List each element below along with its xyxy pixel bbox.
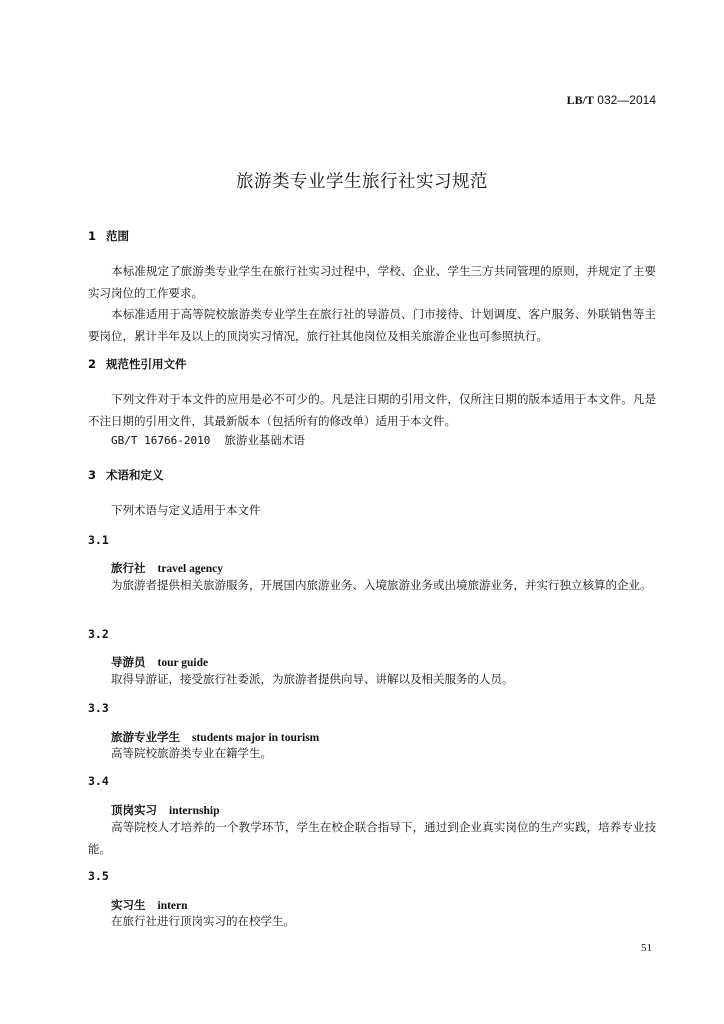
definition-text: 为旅游者提供相关旅游服务，开展国内旅游业务、入境旅游业务或出境旅游业务，并实行独立核算的企业。: [111, 578, 652, 592]
definition-text: 高等院校人才培养的一个教学环节，学生在校企联合指导下，通过到企业真实岗位的生产实践，培养专业技能。: [88, 820, 656, 856]
page-number: 51: [641, 942, 652, 954]
page-title: 旅游类专业学生旅行社实习规范: [236, 172, 488, 192]
term-en: tour guide: [157, 657, 209, 669]
section-number: 3: [88, 468, 97, 482]
term-definition: [88, 575, 656, 597]
term-heading: [111, 560, 223, 576]
term-number: 3.3: [88, 701, 109, 715]
term-zh: 旅行社: [111, 561, 146, 575]
reference-title: 旅游业基础术语: [224, 433, 305, 447]
term-definition: [88, 669, 656, 691]
term-definition: [88, 743, 656, 765]
terms-intro: 下列术语与定义适用于本文件: [111, 503, 261, 517]
term-en: travel agency: [157, 563, 223, 575]
code-number: 032—2014: [593, 93, 656, 107]
term-en: internship: [169, 805, 220, 817]
definition-text: 取得导游证，接受旅行社委派，为旅游者提供向导、讲解以及相关服务的人员。: [111, 672, 514, 686]
term-heading: [111, 802, 220, 818]
reference-code: GB/T 16766-2010: [111, 434, 211, 447]
term-en: students major in tourism: [192, 732, 320, 744]
term-zh: 导游员: [111, 655, 146, 669]
document-code: [567, 93, 656, 108]
section-heading-terms: [88, 467, 164, 483]
section-number: 2: [88, 357, 97, 371]
paragraph-text: 本标准规定了旅游类专业学生在旅行社实习过程中，学校、企业、学生三方共同管理的原则，并规定了主要实习岗位的工作要求。: [88, 264, 656, 300]
section-title: 规范性引用文件: [106, 357, 187, 371]
term-definition: [88, 911, 656, 933]
term-zh: 实习生: [111, 898, 146, 912]
reference-entry: [111, 432, 305, 448]
paragraph-text: 下列文件对于本文件的应用是必不可少的。凡是注日期的引用文件，仅所注日期的版本适用于本文件。凡是不注日期的引用文件，其最新版本（包括所有的修改单）适用于本文件。: [88, 392, 656, 428]
term-number: 3.1: [88, 533, 109, 547]
paragraph-text: 本标准适用于高等院校旅游类专业学生在旅行社的导游员、门市接待、计划调度、客户服务、外联销售等主要岗位，累计半年及以上的顶岗实习情况，旅行社其他岗位及相关旅游企业也可参照执行。: [88, 307, 656, 343]
scope-paragraph-1: [88, 261, 656, 304]
section-heading-scope: [88, 228, 129, 244]
term-zh: 旅游专业学生: [111, 730, 180, 744]
references-paragraph: [88, 389, 656, 432]
term-definition: [88, 817, 656, 860]
scope-paragraph-2: [88, 304, 656, 347]
section-title: 范围: [106, 229, 129, 243]
section-heading-references: [88, 356, 187, 372]
term-zh: 顶岗实习: [111, 803, 157, 817]
term-number: 3.4: [88, 774, 109, 788]
code-prefix: LB/T: [566, 93, 594, 107]
term-number: 3.2: [88, 627, 109, 641]
definition-text: 高等院校旅游类专业在籍学生。: [111, 746, 272, 760]
section-number: 1: [88, 229, 97, 243]
term-en: intern: [157, 900, 188, 912]
term-number: 3.5: [88, 869, 109, 883]
term-heading: [111, 654, 208, 670]
section-title: 术语和定义: [106, 468, 164, 482]
definition-text: 在旅行社进行顶岗实习的在校学生。: [111, 914, 295, 928]
